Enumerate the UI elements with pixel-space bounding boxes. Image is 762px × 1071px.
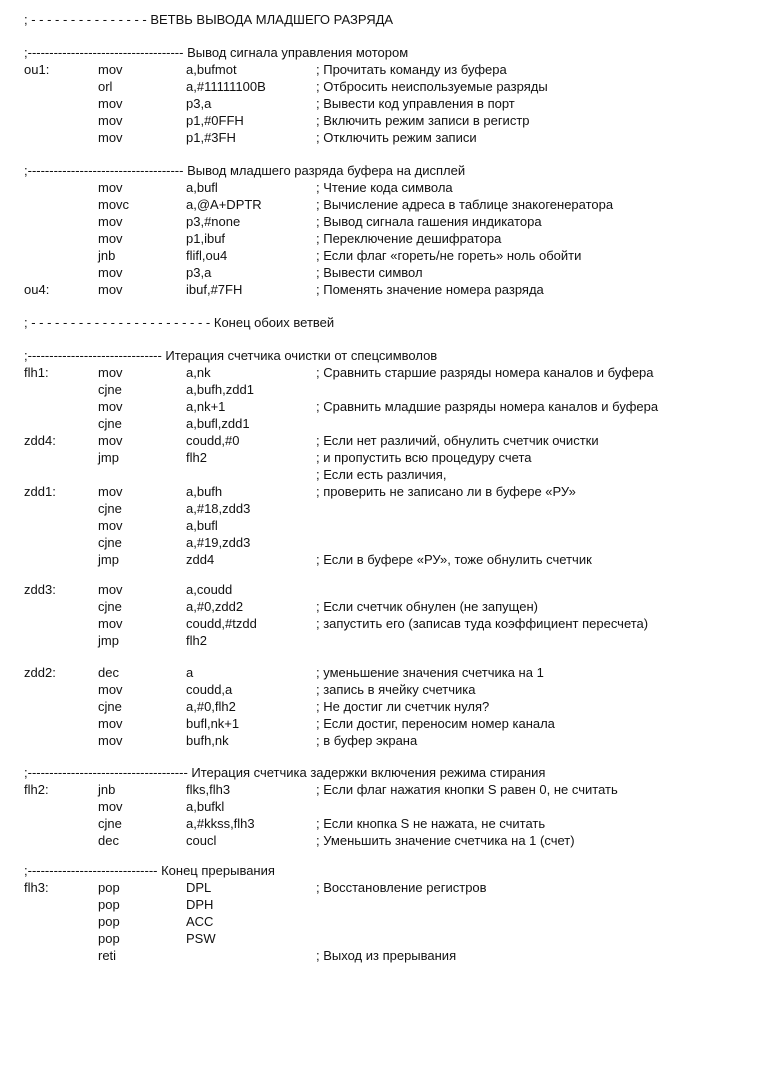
code-line [0,581,762,598]
line-label: ou4: [24,282,50,297]
code-line [0,551,762,568]
operands: a,#0,flh2 [186,699,236,714]
mnemonic: jmp [98,450,119,465]
mnemonic: reti [98,948,117,963]
code-line [0,896,762,913]
comment: ; Выход из прерывания [316,948,457,963]
section-header-line [0,162,762,179]
code-line [0,364,762,381]
mnemonic: mov [98,799,123,814]
comment: ; Вывести код управления в порт [316,96,515,111]
code-line [0,95,762,112]
mnemonic: orl [98,79,113,94]
operands: a,#19,zdd3 [186,535,251,550]
section-comment: ;------------------------------------- Итерация счетчика задержки включения режима стирания [24,765,546,780]
code-line [0,913,762,930]
line-label: flh2: [24,782,49,797]
comment: ; Если есть различия, [316,467,447,482]
mnemonic: cjne [98,382,122,397]
mnemonic: mov [98,433,123,448]
mnemonic: dec [98,665,119,680]
comment: ; проверить не записано ли в буфере «РУ» [316,484,576,499]
code-line [0,230,762,247]
code-line [0,500,762,517]
operands: p3,#none [186,214,241,229]
comment: ; Если счетчик обнулен (не запущен) [316,599,538,614]
mnemonic: mov [98,214,123,229]
comment: ; уменьшение значения счетчика на 1 [316,665,544,680]
comment: ; Поменять значение номера разряда [316,282,544,297]
line-label: zdd1: [24,484,56,499]
comment: ; запись в ячейку счетчика [316,682,476,697]
section-comment: ;------------------------------------ Вывод сигнала управления мотором [24,45,409,60]
line-label: flh1: [24,365,49,380]
section-header-line [0,764,762,781]
mnemonic: mov [98,716,123,731]
mnemonic: mov [98,518,123,533]
comment: ; Отключить режим записи [316,130,477,145]
mnemonic: mov [98,682,123,697]
code-line [0,483,762,500]
operands: a,#18,zdd3 [186,501,251,516]
operands: a,@A+DPTR [186,197,262,212]
section-header-line [0,862,762,879]
comment: ; запустить его (записав туда коэффициент пересчета) [316,616,649,631]
code-line [0,281,762,298]
operands: a,bufmot [186,62,237,77]
code-line [0,381,762,398]
code-line [0,432,762,449]
code-line [0,681,762,698]
operands: p3,a [186,265,212,280]
code-line [0,815,762,832]
operands: a,nk [186,365,211,380]
operands: coudd,#0 [186,433,240,448]
operands: bufh,nk [186,733,229,748]
operands: p1,#3FH [186,130,236,145]
mnemonic: mov [98,582,123,597]
operands: a,bufkl [186,799,225,814]
code-line [0,196,762,213]
comment: ; Прочитать команду из буфера [316,62,507,77]
comment: ; Если флаг нажатия кнопки S равен 0, не считать [316,782,618,797]
code-line [0,179,762,196]
comment: ; Вычисление адреса в таблице знакогенератора [316,197,614,212]
mnemonic: pop [98,914,120,929]
section-comment: ; - - - - - - - - - - - - - - - - - - - - - - - Конец обоих ветвей [24,315,335,330]
mnemonic: mov [98,265,123,280]
code-line [0,112,762,129]
mnemonic: cjne [98,535,122,550]
code-line [0,213,762,230]
mnemonic: jmp [98,552,119,567]
mnemonic: mov [98,96,123,111]
code-line [0,129,762,146]
section-header-line [0,11,762,28]
operands: coucl [186,833,217,848]
operands: DPL [186,880,212,895]
line-label: zdd3: [24,582,56,597]
comment: ; Вывод сигнала гашения индикатора [316,214,542,229]
comment: ; Включить режим записи в регистр [316,113,530,128]
operands: a,nk+1 [186,399,226,414]
operands: coudd,#tzdd [186,616,257,631]
code-line [0,615,762,632]
comment: ; Сравнить младшие разряды номера каналов и буфера [316,399,659,414]
code-line [0,247,762,264]
section-comment: ; - - - - - - - - - - - - - - - ВЕТВЬ ВЫВОДА МЛАДШЕГО РАЗРЯДА [24,12,394,27]
operands: zdd4 [186,552,215,567]
comment: ; Не достиг ли счетчик нуля? [316,699,490,714]
operands: a,#kkss,flh3 [186,816,255,831]
comment: ; Если кнопка S не нажата, не считать [316,816,546,831]
code-line [0,632,762,649]
comment: ; Уменьшить значение счетчика на 1 (счет) [316,833,575,848]
code-line [0,781,762,798]
section-comment: ;------------------------------- Итерация счетчика очистки от спецсимволов [24,348,438,363]
section-comment: ;------------------------------------ Вывод младшего разряда буфера на дисплей [24,163,466,178]
line-label: zdd4: [24,433,56,448]
section-header-line [0,347,762,364]
operands: PSW [186,931,216,946]
code-line [0,832,762,849]
code-line [0,466,762,483]
operands: p1,#0FFH [186,113,244,128]
operands: a,bufh [186,484,223,499]
mnemonic: pop [98,897,120,912]
operands: a,coudd [186,582,233,597]
comment: ; Восстановление регистров [316,880,487,895]
mnemonic: mov [98,62,123,77]
operands: p3,a [186,96,212,111]
mnemonic: cjne [98,501,122,516]
line-label: flh3: [24,880,49,895]
comment: ; Если достиг, переносим номер канала [316,716,555,731]
code-line [0,879,762,896]
comment: ; в буфер экрана [316,733,418,748]
code-line [0,930,762,947]
comment: ; Если флаг «гореть/не гореть» ноль обойти [316,248,582,263]
mnemonic: mov [98,399,123,414]
mnemonic: cjne [98,816,122,831]
code-line [0,517,762,534]
code-line [0,415,762,432]
code-line [0,598,762,615]
mnemonic: jnb [98,248,116,263]
mnemonic: cjne [98,599,122,614]
comment: ; Если в буфере «РУ», тоже обнулить счетчик [316,552,592,567]
comment: ; Сравнить старшие разряды номера каналов и буфера [316,365,654,380]
mnemonic: cjne [98,416,122,431]
mnemonic: mov [98,616,123,631]
code-line [0,61,762,78]
line-label: zdd2: [24,665,56,680]
operands: a,bufl [186,518,218,533]
section-header-line [0,314,762,331]
code-line [0,398,762,415]
mnemonic: mov [98,365,123,380]
operands: a,bufl [186,180,218,195]
mnemonic: mov [98,130,123,145]
mnemonic: dec [98,833,119,848]
code-line [0,715,762,732]
code-line [0,798,762,815]
section-header-line [0,44,762,61]
mnemonic: movc [98,197,130,212]
operands: a [186,665,194,680]
comment: ; Отбросить неиспользуемые разряды [316,79,548,94]
operands: a,#0,zdd2 [186,599,244,614]
code-line [0,664,762,681]
mnemonic: mov [98,231,123,246]
operands: flh2 [186,450,207,465]
comment: ; Переключение дешифратора [316,231,502,246]
comment: ; и пропустить всю процедуру счета [316,450,532,465]
mnemonic: mov [98,113,123,128]
operands: bufl,nk+1 [186,716,240,731]
mnemonic: pop [98,880,120,895]
code-line [0,264,762,281]
operands: a,#11111100B [186,79,266,94]
mnemonic: mov [98,282,123,297]
operands: a,bufl,zdd1 [186,416,250,431]
operands: ACC [186,914,214,929]
line-label: ou1: [24,62,50,77]
operands: p1,ibuf [186,231,226,246]
operands: a,bufh,zdd1 [186,382,254,397]
mnemonic: jmp [98,633,119,648]
operands: coudd,a [186,682,233,697]
mnemonic: mov [98,733,123,748]
mnemonic: cjne [98,699,122,714]
section-comment: ;------------------------------ Конец прерывания [24,863,275,878]
code-line [0,947,762,964]
operands: flks,flh3 [186,782,231,797]
code-line [0,698,762,715]
mnemonic: mov [98,484,123,499]
code-line [0,534,762,551]
operands: ibuf,#7FH [186,282,243,297]
operands: flh2 [186,633,207,648]
comment: ; Чтение кода символа [316,180,453,195]
comment: ; Если нет различий, обнулить счетчик очистки [316,433,599,448]
mnemonic: jnb [98,782,116,797]
comment: ; Вывести символ [316,265,423,280]
operands: DPH [186,897,214,912]
mnemonic: mov [98,180,123,195]
mnemonic: pop [98,931,120,946]
operands: flifl,ou4 [186,248,228,263]
code-line [0,449,762,466]
code-line [0,78,762,95]
code-line [0,732,762,749]
